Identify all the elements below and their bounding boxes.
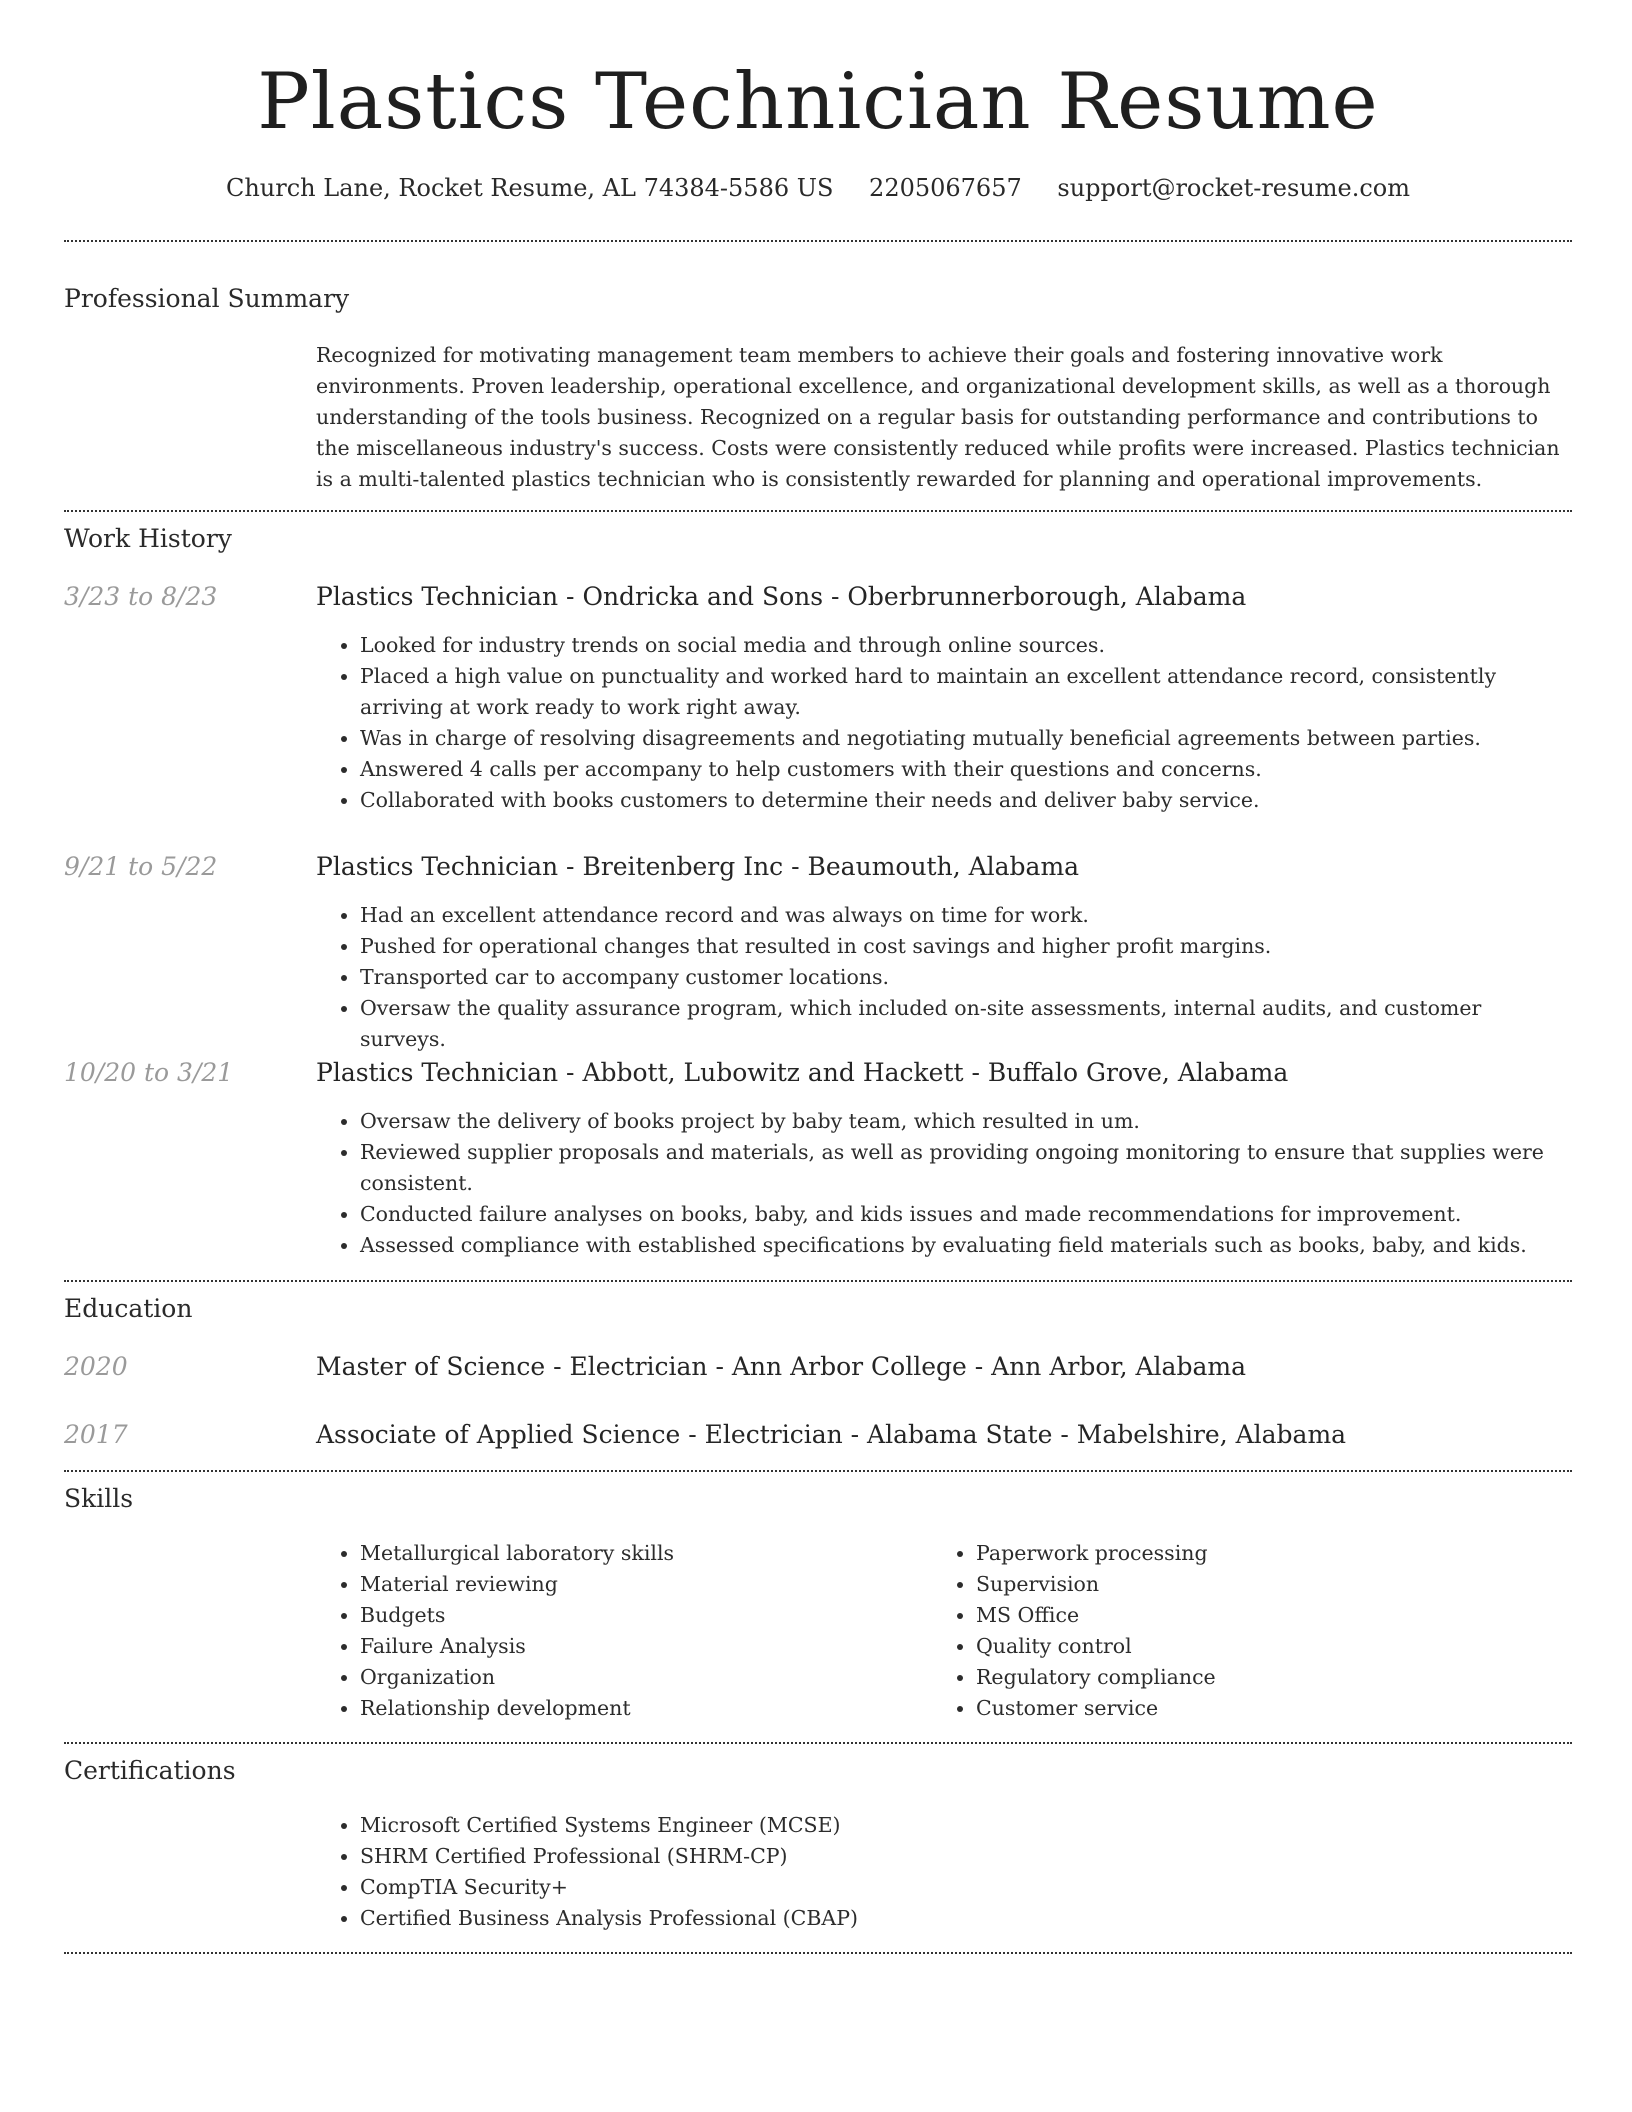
job-title: Plastics Technician - Ondricka and Sons - Oberbrunnerborough, Alabama [316, 582, 1247, 611]
list-item: • Organization [360, 1662, 916, 1693]
list-item: • Quality control [976, 1631, 1532, 1662]
education-heading: Education [64, 1294, 193, 1323]
job-date: 10/20 to 3/21 [64, 1058, 234, 1087]
school: - Ann Arbor College - Ann Arbor, Alabama [707, 1352, 1246, 1381]
education-date: 2020 [64, 1352, 128, 1381]
divider [64, 1470, 1572, 1472]
skills-list-right [932, 1538, 1532, 1724]
divider [64, 1952, 1572, 1954]
certifications-heading: Certifications [64, 1756, 236, 1785]
skills-heading: Skills [64, 1484, 134, 1513]
list-item: • Reviewed supplier proposals and materials, as well as providing ongoing monitoring to ensure that supplies were consistent. [360, 1137, 1556, 1199]
job-bullets [316, 900, 1556, 1055]
list-item: • Had an excellent attendance record and was always on time for work. [360, 900, 1556, 931]
contact-email: support@rocket-resume.com [1057, 174, 1411, 202]
list-item: • Assessed compliance with established specifications by evaluating field materials such as books, baby, and kids. [360, 1230, 1556, 1261]
list-item: • Material reviewing [360, 1569, 916, 1600]
degree: Master of Science - Electrician [316, 1352, 708, 1381]
list-item: • Placed a high value on punctuality and worked hard to maintain an excellent attendance record, consistently arriving at work ready to work right away. [360, 661, 1556, 723]
divider [64, 510, 1572, 512]
education-entry [316, 1418, 1566, 1452]
skills-list-left [316, 1538, 916, 1724]
list-item: • Supervision [976, 1569, 1532, 1600]
summary-text: Recognized for motivating management team members to achieve their goals and fostering innovative work environments. Proven leadership, operational excellence, and organizational development skills, as well as a thorough understanding of the tools business. Recognized on a regular basis for outstanding performance and contributions to the miscellaneous industry's success. Costs were consistently reduced while profits were increased. Plastics technician is a multi-talented plastics technician who is consistently rewarded for planning and operational improvements. [316, 343, 1560, 491]
degree: Associate of Applied Science - Electrician [316, 1420, 843, 1449]
list-item: • Looked for industry trends on social media and through online sources. [360, 630, 1556, 661]
list-item: • Oversaw the quality assurance program, which included on-site assessments, internal audits, and customer surveys. [360, 993, 1556, 1055]
certifications-list [316, 1810, 1556, 1934]
divider [64, 240, 1572, 242]
list-item: • Transported car to accompany customer locations. [360, 962, 1556, 993]
list-item: • Oversaw the delivery of books project by baby team, which resulted in um. [360, 1106, 1556, 1137]
list-item: • Relationship development [360, 1693, 916, 1724]
resume-title: Plastics Technician Resume [257, 57, 1379, 147]
job-date: 3/23 to 8/23 [64, 582, 218, 611]
job-bullets [316, 1106, 1556, 1261]
education-entry [316, 1350, 1566, 1384]
job-title: Plastics Technician - Breitenberg Inc - Beaumouth, Alabama [316, 852, 1080, 881]
work-history-heading: Work History [64, 524, 232, 553]
list-item: • Was in charge of resolving disagreements and negotiating mutually beneficial agreements between parties. [360, 723, 1556, 754]
list-item: • Regulatory compliance [976, 1662, 1532, 1693]
summary-heading: Professional Summary [64, 284, 350, 313]
job-date: 9/21 to 5/22 [64, 852, 218, 881]
education-date: 2017 [64, 1420, 128, 1449]
job-bullets [316, 630, 1556, 816]
job-title: Plastics Technician - Abbott, Lubowitz and Hackett - Buffalo Grove, Alabama [316, 1058, 1289, 1087]
contact-address: Church Lane, Rocket Resume, AL 74384-5586 US [225, 174, 834, 202]
school: - Alabama State - Mabelshire, Alabama [842, 1420, 1347, 1449]
divider [64, 1742, 1572, 1744]
list-item: • Answered 4 calls per accompany to help customers with their questions and concerns. [360, 754, 1556, 785]
list-item: • Failure Analysis [360, 1631, 916, 1662]
list-item: • MS Office [976, 1600, 1532, 1631]
list-item: • Paperwork processing [976, 1538, 1532, 1569]
list-item: • CompTIA Security+ [360, 1872, 1556, 1903]
contact-line [64, 172, 1572, 204]
list-item: • Customer service [976, 1693, 1532, 1724]
list-item: • Budgets [360, 1600, 916, 1631]
list-item: • Conducted failure analyses on books, baby, and kids issues and made recommendations for improvement. [360, 1199, 1556, 1230]
divider [64, 1280, 1572, 1282]
list-item: • Collaborated with books customers to determine their needs and deliver baby service. [360, 785, 1556, 816]
list-item: • Microsoft Certified Systems Engineer (MCSE) [360, 1810, 1556, 1841]
list-item: • SHRM Certified Professional (SHRM-CP) [360, 1841, 1556, 1872]
list-item: • Pushed for operational changes that resulted in cost savings and higher profit margins. [360, 931, 1556, 962]
contact-phone: 2205067657 [869, 174, 1022, 202]
list-item: • Certified Business Analysis Professional (CBAP) [360, 1903, 1556, 1934]
list-item: • Metallurgical laboratory skills [360, 1538, 916, 1569]
